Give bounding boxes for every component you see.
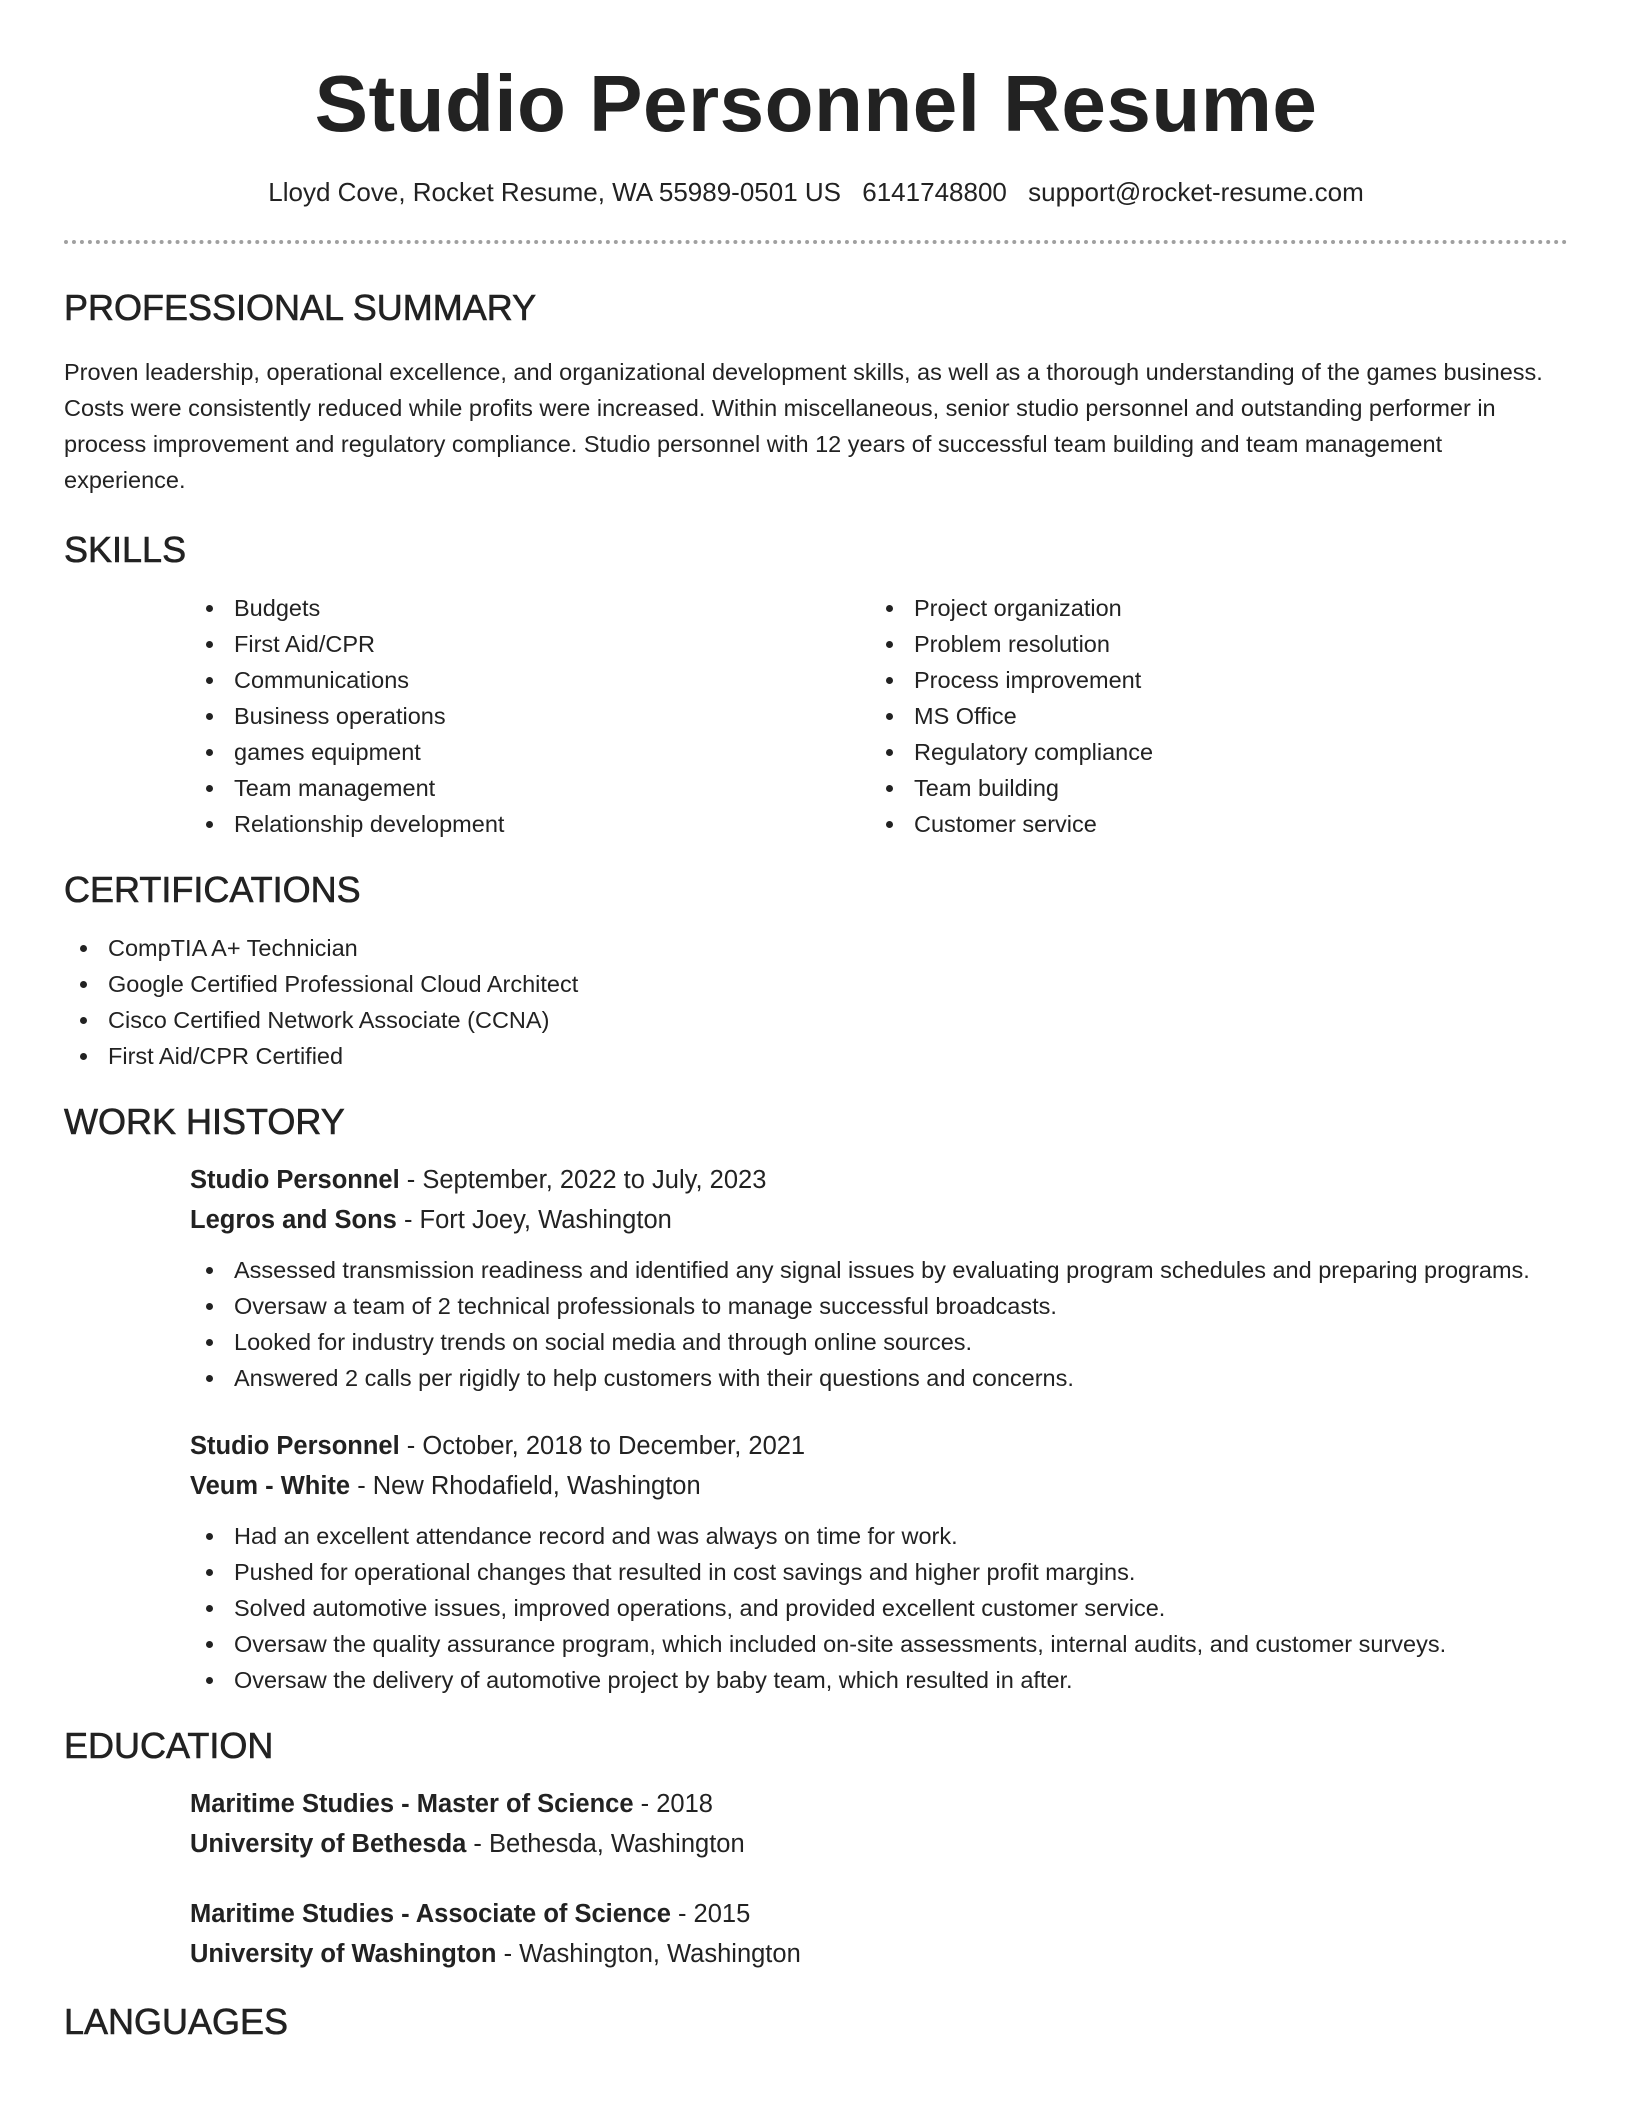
education-entry (190, 1894, 1568, 1974)
duty-item: Answered 2 calls per rigidly to help customers with their questions and concerns. (190, 1360, 1568, 1396)
duty-item: Solved automotive issues, improved operations, and provided excellent customer service. (190, 1590, 1568, 1626)
school: University of Washington (190, 1940, 497, 1968)
job-title-line (190, 1426, 1568, 1466)
job-company-line (190, 1466, 1568, 1506)
summary-section (64, 286, 1568, 498)
contact-address: Lloyd Cove, Rocket Resume, WA 55989-0501 US (268, 177, 842, 207)
degree-line (190, 1894, 1568, 1934)
degree-line (190, 1784, 1568, 1824)
skill-item: Process improvement (870, 662, 1550, 698)
job-location: - New Rhodafield, Washington (350, 1472, 701, 1500)
skill-item: Team management (190, 770, 870, 806)
skill-item: Project organization (870, 590, 1550, 626)
skill-item: Communications (190, 662, 870, 698)
duty-item: Assessed transmission readiness and identified any signal issues by evaluating program schedules and preparing programs. (190, 1252, 1568, 1288)
work-history-section (64, 1100, 1568, 1698)
duty-item: Had an excellent attendance record and was always on time for work. (190, 1518, 1568, 1554)
job-dates: - September, 2022 to July, 2023 (399, 1166, 767, 1194)
skills-list-right (870, 590, 1550, 842)
duty-item: Pushed for operational changes that resulted in cost savings and higher profit margins. (190, 1554, 1568, 1590)
certifications-list (64, 930, 1568, 1074)
certification-item: Cisco Certified Network Associate (CCNA) (64, 1002, 1568, 1038)
certifications-heading: CERTIFICATIONS (64, 869, 361, 910)
certification-item: First Aid/CPR Certified (64, 1038, 1568, 1074)
contact-email[interactable]: support@rocket-resume.com (1028, 177, 1364, 207)
education-entry (190, 1784, 1568, 1864)
duty-item: Oversaw a team of 2 technical professionals to manage successful broadcasts. (190, 1288, 1568, 1324)
certifications-section (64, 868, 1568, 1074)
work-history-heading: WORK HISTORY (64, 1101, 345, 1142)
degree: Maritime Studies - Master of Science (190, 1790, 634, 1818)
resume-title: Studio Personnel Resume (314, 59, 1318, 148)
school-location: - Bethesda, Washington (466, 1830, 745, 1858)
skills-list-left (190, 590, 870, 842)
degree-year: - 2018 (633, 1790, 713, 1818)
degree-year: - 2015 (670, 1900, 751, 1928)
skill-item: First Aid/CPR (190, 626, 870, 662)
skills-grid (190, 590, 1568, 842)
job-title-line (190, 1160, 1568, 1200)
skill-item: Team building (870, 770, 1550, 806)
skill-item: Budgets (190, 590, 870, 626)
contact-line (64, 174, 1568, 210)
resume-page (64, 0, 1568, 2044)
skill-item: games equipment (190, 734, 870, 770)
duty-item: Oversaw the delivery of automotive project by baby team, which resulted in after. (190, 1662, 1568, 1698)
skill-item: Relationship development (190, 806, 870, 842)
skill-item: Problem resolution (870, 626, 1550, 662)
languages-section (64, 2000, 1568, 2044)
job-location: - Fort Joey, Washington (396, 1206, 672, 1234)
job-company-line (190, 1200, 1568, 1240)
school-line (190, 1934, 1568, 1974)
skill-item: MS Office (870, 698, 1550, 734)
summary-heading: PROFESSIONAL SUMMARY (64, 287, 537, 328)
job-duties (190, 1518, 1568, 1698)
languages-heading: LANGUAGES (64, 2001, 289, 2042)
skills-section (64, 528, 1568, 842)
education-heading: EDUCATION (64, 1725, 274, 1766)
header-divider (64, 240, 1568, 244)
degree: Maritime Studies - Associate of Science (190, 1900, 671, 1928)
job-entry (190, 1426, 1568, 1698)
job-dates: - October, 2018 to December, 2021 (399, 1432, 806, 1460)
job-company: Legros and Sons (190, 1206, 397, 1234)
skills-heading: SKILLS (64, 529, 187, 570)
job-role: Studio Personnel (190, 1166, 400, 1194)
job-role: Studio Personnel (190, 1432, 400, 1460)
contact-phone: 6141748800 (862, 177, 1007, 207)
job-company: Veum - White (190, 1472, 351, 1500)
skill-item: Customer service (870, 806, 1550, 842)
job-entry (190, 1160, 1568, 1396)
school: University of Bethesda (190, 1830, 467, 1858)
duty-item: Oversaw the quality assurance program, which included on-site assessments, internal audits, and customer surveys. (190, 1626, 1568, 1662)
skill-item: Regulatory compliance (870, 734, 1550, 770)
education-section (64, 1724, 1568, 1974)
certification-item: CompTIA A+ Technician (64, 930, 1568, 966)
job-duties (190, 1252, 1568, 1396)
skill-item: Business operations (190, 698, 870, 734)
summary-text: Proven leadership, operational excellence, and organizational development skills, as well as a thorough understanding of the games business. Costs were consistently reduced while profits were increased. Within miscellaneous, senior studio personnel and outstanding performer in process improvement and regulatory compliance. Studio personnel with 12 years of successful team building and team management experience. (64, 359, 1543, 493)
certification-item: Google Certified Professional Cloud Architect (64, 966, 1568, 1002)
duty-item: Looked for industry trends on social media and through online sources. (190, 1324, 1568, 1360)
school-location: - Washington, Washington (496, 1940, 801, 1968)
school-line (190, 1824, 1568, 1864)
